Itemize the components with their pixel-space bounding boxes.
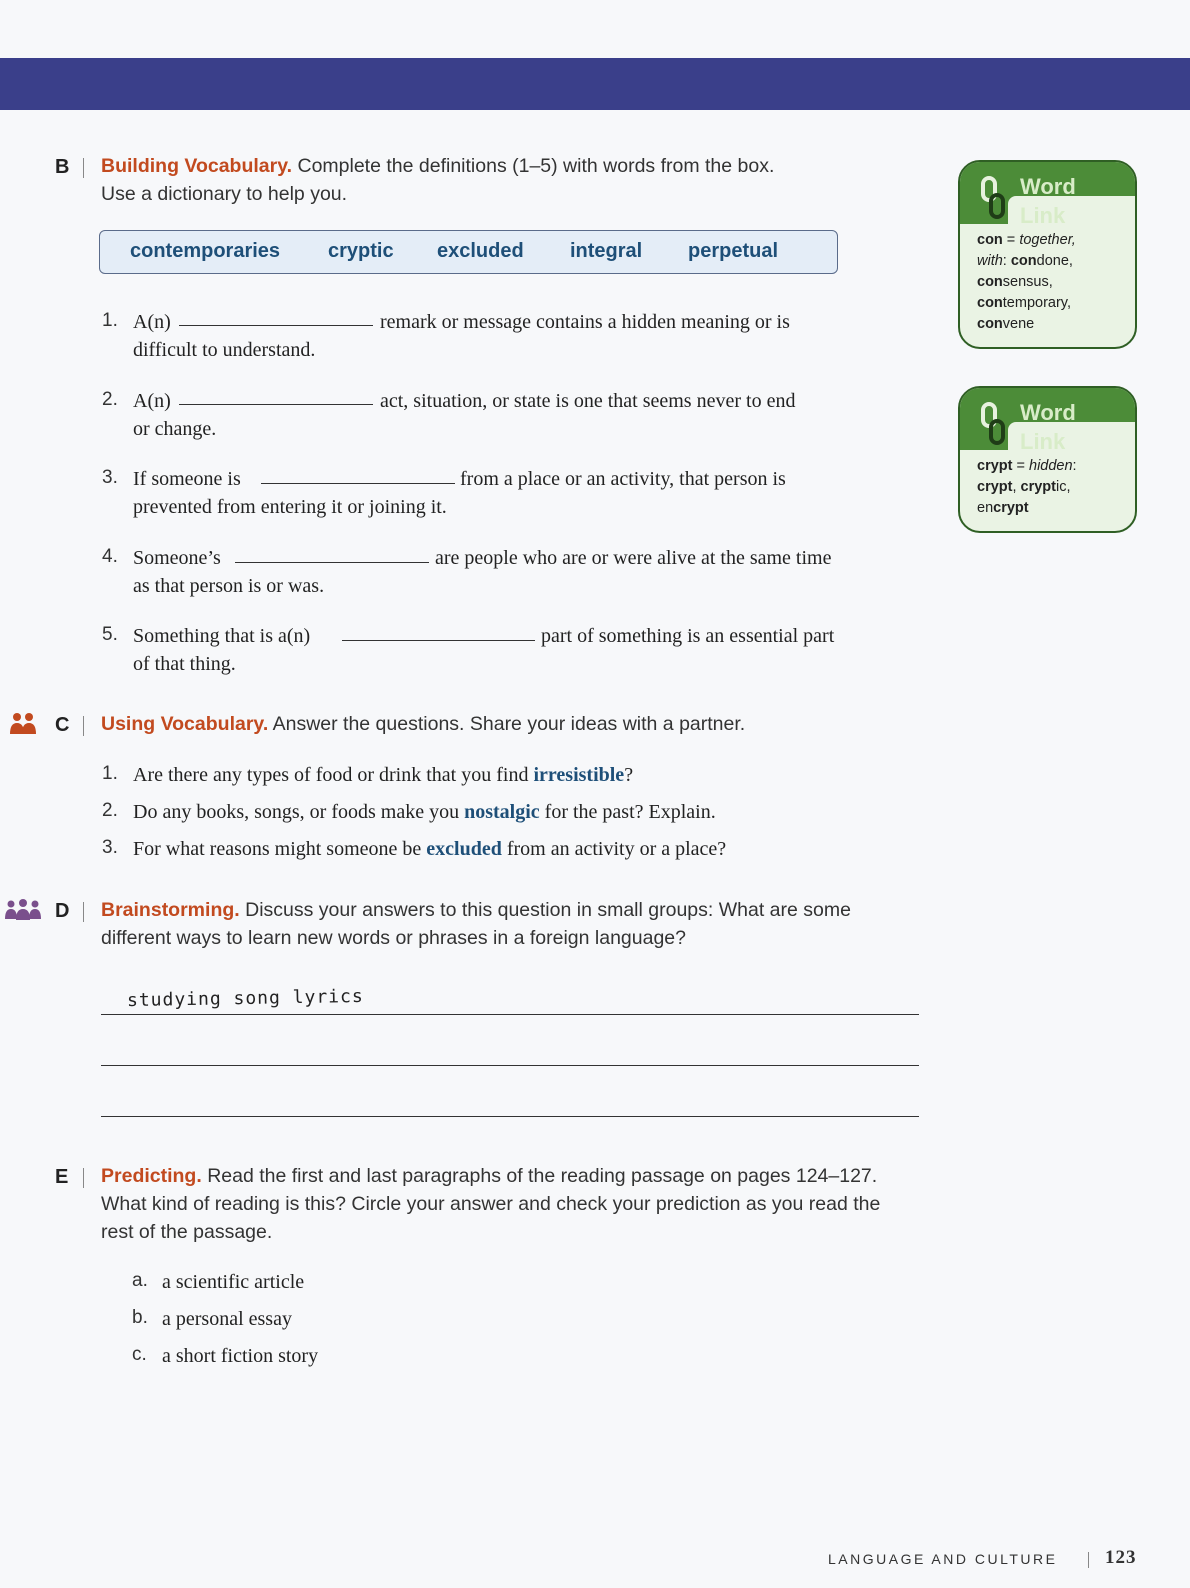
vocab-word: irresistible (533, 764, 625, 786)
question-text (133, 798, 716, 826)
section-e-instruction: Read the first and last paragraphs of the reading passage on pages 124–127. (207, 1165, 878, 1187)
footer-divider (1088, 1552, 1089, 1568)
question-text-before: Are there any types of food or drink that you find (133, 764, 529, 786)
page-number: 123 (1105, 1547, 1137, 1568)
item-text-line2: prevented from entering it or joining it. (133, 496, 447, 518)
section-c-instruction: Answer the questions. Share your ideas with a partner. (272, 713, 746, 735)
question-text-after: for the past? Explain. (544, 801, 716, 823)
word-link-body (960, 224, 1135, 347)
section-e-heading (101, 1162, 921, 1246)
word-link-line: con = together, (977, 232, 1076, 248)
section-b-heading (101, 152, 921, 208)
chain-link-icon (980, 402, 1006, 446)
question-text-after: from an activity or a place? (506, 838, 727, 860)
item-text-line2: difficult to understand. (133, 339, 316, 361)
header-banner (0, 58, 1190, 110)
item-text-before: If someone is (133, 468, 241, 490)
option-letter: c. (132, 1344, 147, 1365)
word-box-item: excluded (437, 240, 524, 262)
item-text-before: A(n) (133, 311, 171, 333)
word-link-title: Word (1020, 174, 1076, 199)
section-e-letter: E (55, 1166, 69, 1188)
item-number: 2. (102, 389, 118, 410)
pair-work-icon (9, 712, 37, 736)
vocab-word: excluded (426, 838, 502, 860)
item-text-after: act, situation, or state is one that seems never to end (380, 390, 796, 412)
section-divider (83, 1168, 84, 1188)
section-d-title: Brainstorming. (101, 899, 240, 921)
answer-line[interactable] (101, 1116, 919, 1117)
item-number: 4. (102, 546, 118, 567)
handwritten-answer: studying song lyrics (126, 985, 364, 1012)
word-link-line: crypt, cryptic, (977, 479, 1071, 495)
word-link-header (960, 388, 1135, 454)
section-b-instruction-2: Use a dictionary to help you. (101, 183, 348, 205)
word-box-item: contemporaries (130, 240, 281, 262)
section-e-title: Predicting. (101, 1165, 202, 1187)
item-text-after: are people who are or were alive at the same time (435, 547, 832, 569)
word-link-line: with: condone, (977, 253, 1073, 269)
word-link-line: consensus, (977, 274, 1053, 290)
item-text-before: Something that is a(n) (133, 625, 311, 647)
item-text-after: remark or message contains a hidden meaning or is (380, 311, 790, 333)
word-link-line: contemporary, (977, 295, 1072, 311)
section-d-heading (101, 896, 921, 952)
section-e-instruction-3: rest of the passage. (101, 1221, 273, 1243)
word-box (99, 230, 838, 274)
section-d-letter: D (55, 900, 70, 922)
chain-link-icon (980, 176, 1006, 220)
section-b-letter: B (55, 156, 70, 178)
word-box-item: integral (570, 240, 643, 262)
word-link-title: Word (1020, 400, 1076, 425)
item-text-before: A(n) (133, 390, 171, 412)
section-c-title: Using Vocabulary. (101, 713, 269, 735)
item-number: 1. (102, 763, 118, 784)
section-divider (83, 716, 84, 736)
word-link-line: convene (977, 316, 1035, 332)
answer-line[interactable] (101, 1065, 919, 1066)
question-text (133, 835, 726, 863)
option-text: a scientific article (162, 1271, 305, 1293)
word-link-title-2: Link (1020, 203, 1066, 228)
chapter-title: LANGUAGE AND CULTURE (828, 1551, 1058, 1567)
group-work-icon (4, 898, 42, 922)
option-letter: b. (132, 1307, 148, 1328)
word-link-box (958, 160, 1137, 349)
section-d-instruction: Discuss your answers to this question in small groups: What are some (245, 899, 851, 921)
word-link-title-2: Link (1020, 429, 1066, 454)
word-link-header (960, 162, 1135, 228)
section-divider (83, 902, 84, 922)
word-link-line: crypt = hidden: (977, 458, 1077, 474)
item-text-after: from a place or an activity, that person is (460, 468, 786, 490)
question-text-after: ? (624, 764, 634, 786)
section-c-heading (101, 710, 921, 738)
answer-blank[interactable] (179, 404, 373, 405)
word-link-box (958, 386, 1137, 533)
section-d-instruction-2: different ways to learn new words or phrases in a foreign language? (101, 927, 686, 949)
item-text-after: part of something is an essential part (541, 625, 835, 647)
section-b-title: Building Vocabulary. (101, 155, 293, 177)
answer-blank[interactable] (342, 640, 535, 641)
answer-blank[interactable] (261, 483, 455, 484)
section-divider (83, 158, 84, 178)
item-number: 2. (102, 800, 118, 821)
word-box-item: perpetual (688, 240, 779, 262)
word-box-item: cryptic (328, 240, 394, 262)
section-e-instruction-2: What kind of reading is this? Circle your answer and check your prediction as you read the (101, 1193, 881, 1215)
option-letter: a. (132, 1270, 148, 1291)
option-text: a personal essay (162, 1308, 292, 1330)
answer-blank[interactable] (235, 562, 429, 563)
word-link-line: encrypt (977, 500, 1029, 516)
item-text-line2: or change. (133, 418, 217, 440)
vocab-word: nostalgic (464, 801, 540, 823)
answer-blank[interactable] (179, 325, 373, 326)
item-number: 5. (102, 624, 118, 645)
option-text: a short fiction story (162, 1345, 319, 1367)
item-number: 3. (102, 837, 118, 858)
section-c-letter: C (55, 714, 70, 736)
question-text-before: For what reasons might someone be (133, 838, 422, 860)
question-text (133, 761, 633, 789)
section-b-instruction: Complete the definitions (1–5) with words from the box. (297, 155, 775, 177)
item-number: 3. (102, 467, 118, 488)
question-text-before: Do any books, songs, or foods make you (133, 801, 460, 823)
item-text-line2: as that person is or was. (133, 575, 325, 597)
item-number: 1. (102, 310, 118, 331)
word-link-body (960, 450, 1135, 531)
item-text-line2: of that thing. (133, 653, 236, 675)
answer-line[interactable] (101, 1014, 919, 1015)
item-text-before: Someone’s (133, 547, 221, 569)
